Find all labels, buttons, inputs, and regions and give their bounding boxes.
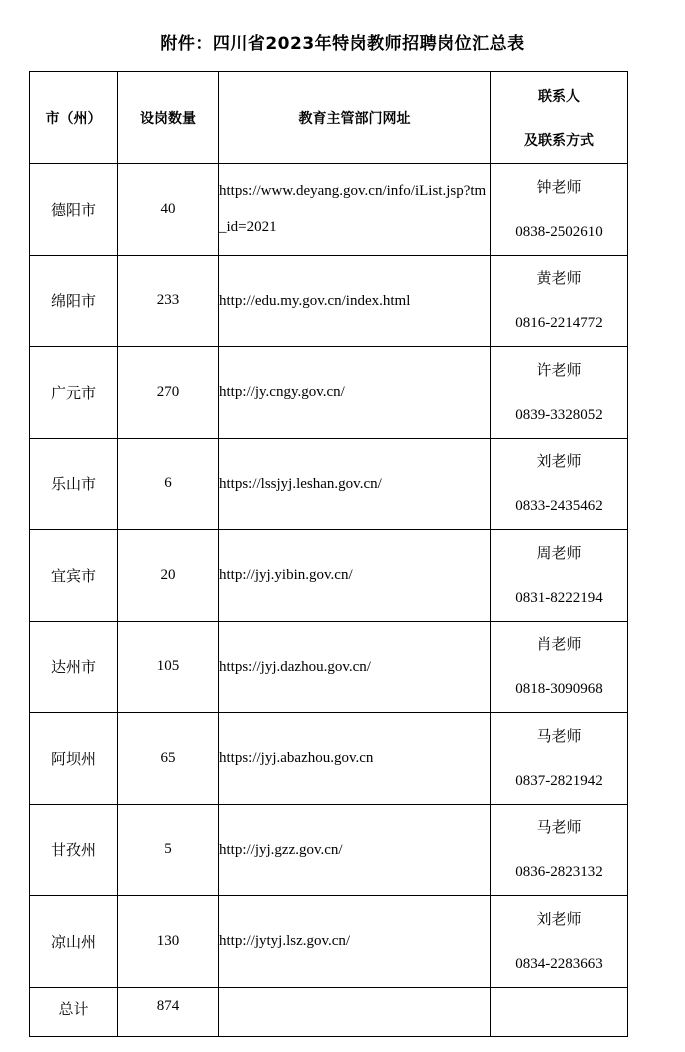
city-cell: 达州市 <box>30 621 118 713</box>
url-cell[interactable]: http://edu.my.gov.cn/index.html <box>219 255 491 347</box>
contact-phone: 0836-2823132 <box>515 864 603 881</box>
contact-name: 许老师 <box>536 360 582 379</box>
recruitment-summary-table <box>29 71 628 1037</box>
city-cell: 宜宾市 <box>30 530 118 622</box>
table-row <box>30 713 628 805</box>
contact-phone: 0834-2283663 <box>515 955 603 972</box>
contact-name: 刘老师 <box>536 909 582 928</box>
count-cell: 105 <box>118 621 219 713</box>
contact-name: 肖老师 <box>536 635 582 654</box>
contact-name: 马老师 <box>536 726 582 745</box>
count-cell: 65 <box>118 713 219 805</box>
header-count: 设岗数量 <box>118 72 219 164</box>
url-cell[interactable]: https://jyj.dazhou.gov.cn/ <box>219 621 491 713</box>
url-cell[interactable]: http://jyj.yibin.gov.cn/ <box>219 530 491 622</box>
url-cell[interactable]: https://jyj.abazhou.gov.cn <box>219 713 491 805</box>
contact-cell <box>491 530 628 622</box>
header-city: 市（州） <box>30 72 118 164</box>
url-cell[interactable]: http://jyj.gzz.gov.cn/ <box>219 804 491 896</box>
header-contact <box>491 72 628 164</box>
contact-cell <box>491 255 628 347</box>
contact-phone: 0838-2502610 <box>515 223 603 240</box>
count-cell: 20 <box>118 530 219 622</box>
city-cell: 广元市 <box>30 347 118 439</box>
url-cell[interactable]: https://lssjyj.leshan.gov.cn/ <box>219 438 491 530</box>
contact-phone: 0818-3090968 <box>515 681 603 698</box>
contact-phone: 0831-8222194 <box>515 589 603 606</box>
contact-cell <box>491 713 628 805</box>
count-cell: 130 <box>118 896 219 988</box>
table-row <box>30 164 628 256</box>
contact-phone: 0816-2214772 <box>515 315 603 332</box>
total-label: 总计 <box>30 987 118 1036</box>
table-row <box>30 438 628 530</box>
contact-phone: 0833-2435462 <box>515 498 603 515</box>
contact-phone: 0839-3328052 <box>515 406 603 423</box>
total-contact-cell-empty <box>491 987 628 1036</box>
contact-name: 周老师 <box>536 543 582 562</box>
contact-cell <box>491 896 628 988</box>
city-cell: 德阳市 <box>30 164 118 256</box>
count-cell: 6 <box>118 438 219 530</box>
table-row <box>30 896 628 988</box>
contact-cell <box>491 164 628 256</box>
city-cell: 甘孜州 <box>30 804 118 896</box>
contact-cell <box>491 347 628 439</box>
table-header-row <box>30 72 628 164</box>
total-row <box>30 987 628 1036</box>
url-cell[interactable]: http://jy.cngy.gov.cn/ <box>219 347 491 439</box>
url-cell[interactable]: https://www.deyang.gov.cn/info/iList.jsp?tm_id=2021 <box>219 164 491 256</box>
contact-name: 马老师 <box>536 818 582 837</box>
count-cell: 5 <box>118 804 219 896</box>
contact-cell <box>491 621 628 713</box>
contact-cell <box>491 804 628 896</box>
contact-phone: 0837-2821942 <box>515 772 603 789</box>
city-cell: 绵阳市 <box>30 255 118 347</box>
url-cell[interactable]: http://jytyj.lsz.gov.cn/ <box>219 896 491 988</box>
city-cell: 阿坝州 <box>30 713 118 805</box>
header-contact-line1: 联系人 <box>538 88 580 105</box>
table-row <box>30 530 628 622</box>
count-cell: 270 <box>118 347 219 439</box>
table-row <box>30 347 628 439</box>
count-cell: 233 <box>118 255 219 347</box>
total-url-cell-empty <box>219 987 491 1036</box>
total-count: 874 <box>118 987 219 1036</box>
contact-name: 黄老师 <box>536 269 582 288</box>
city-cell: 乐山市 <box>30 438 118 530</box>
contact-cell <box>491 438 628 530</box>
page-title: 附件：四川省2023年特岗教师招聘岗位汇总表 <box>160 34 525 54</box>
city-cell: 凉山州 <box>30 896 118 988</box>
contact-name: 刘老师 <box>536 452 582 471</box>
header-url: 教育主管部门网址 <box>219 72 491 164</box>
header-contact-line2: 及联系方式 <box>524 132 594 149</box>
table-row <box>30 621 628 713</box>
table-row <box>30 255 628 347</box>
count-cell: 40 <box>118 164 219 256</box>
table-row <box>30 804 628 896</box>
contact-name: 钟老师 <box>536 177 582 196</box>
